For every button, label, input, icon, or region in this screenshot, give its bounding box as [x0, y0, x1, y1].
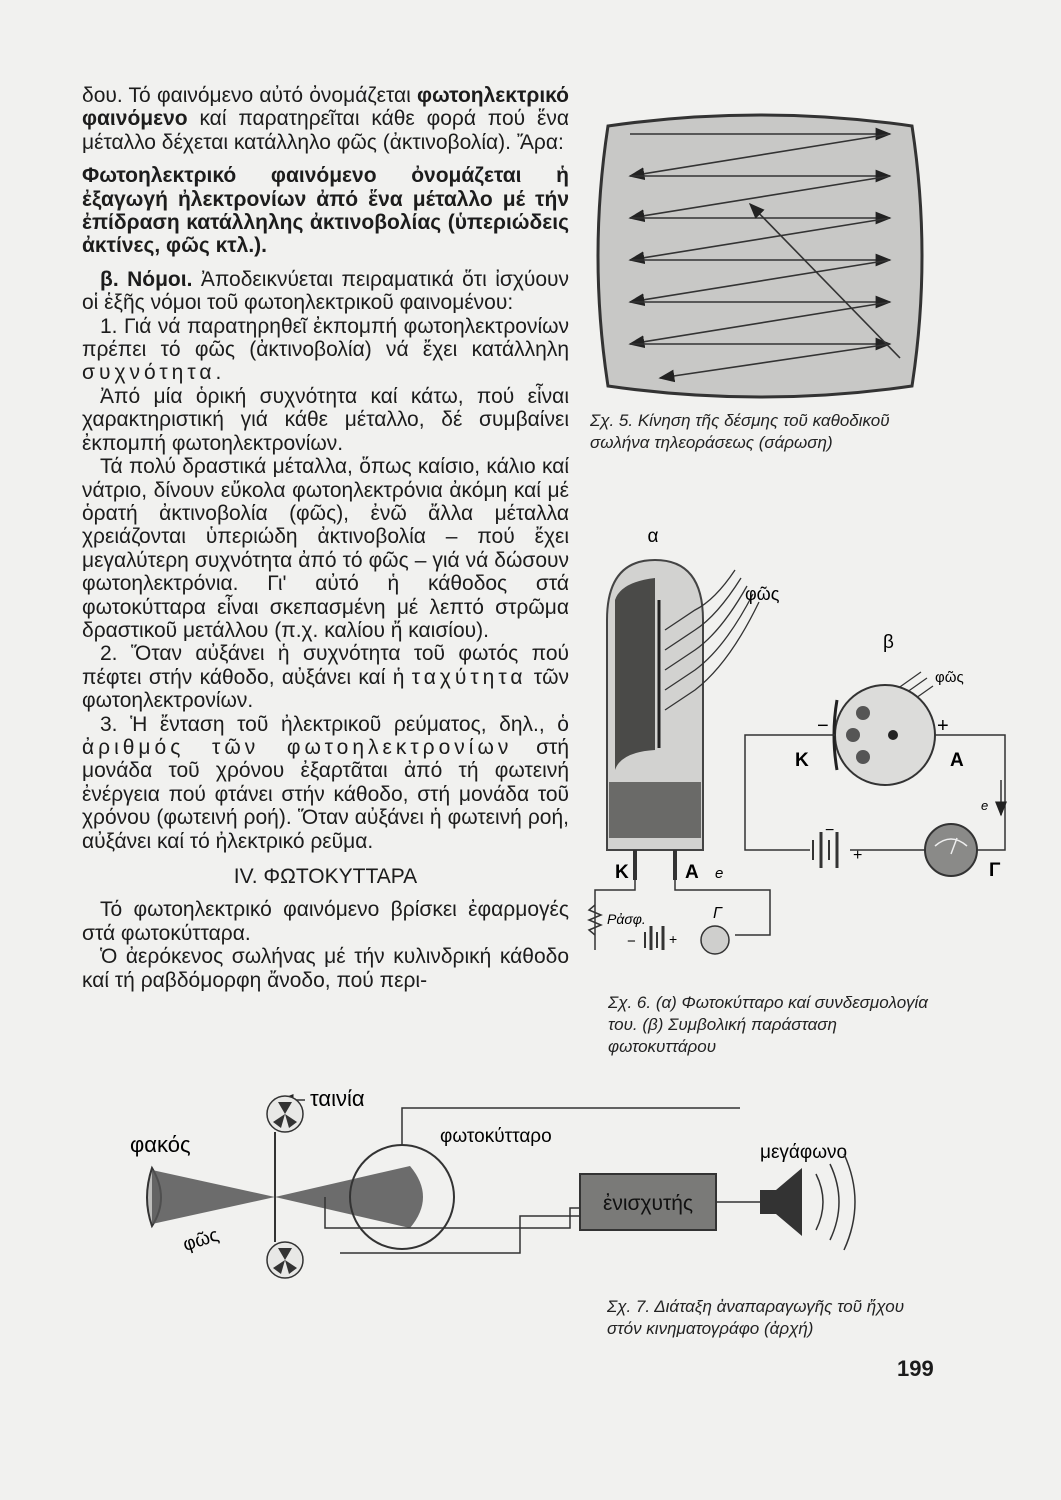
page-number: 199 [897, 1356, 934, 1381]
electron-label-a: e [715, 865, 724, 882]
battery-minus-a: − [627, 933, 636, 950]
amplifier-label: ἐνισχυτής [602, 1192, 694, 1215]
figure-5-caption: Σχ. 5. Κίνηση τῆς δέσμης τοῦ καθοδικοῦ σωλήνα τηλεοράσεως (σάρωση) [590, 411, 890, 452]
label-A-a: Α [685, 862, 699, 883]
paragraph-photocells: Τό φωτοηλεκτρικό φαινόμενο βρίσκει ἐφαρμογές στά φωτοκύτταρα. [82, 898, 569, 945]
symbol-plus: + [937, 715, 949, 737]
paragraph-intro: δου. Τό φαινόμενο αὐτό ὀνομάζεται φωτοηλεκτρικό φαινόμενο καί παρατηρεῖται κάθε φορά πού ἕνα μέταλλο δέχεται κατάλληλο φῶς (ἀκτινοβολία). Ἄρα: [82, 84, 569, 154]
law-1: 1. Γιά νά παρατηρηθεῖ ἐκπομπή φωτοηλεκτρονίων πρέπει τό φῶς (ἀκτινοβολία) νά ἔχει κατάλληλη συχνότητα. [82, 314, 569, 385]
speaker-magnet [760, 1190, 776, 1214]
label-a: α [647, 526, 659, 547]
galvanometer-b [925, 824, 977, 876]
law-1-detail: Ἀπό μία ὁρική συχνότητα καί κάτω, πού εἶναι χαρακτηριστική γιά κάθε μέταλλο, δέ συμβαίνει ἐκπομπή φωτοηλεκτρονίων. [82, 384, 569, 455]
cathode-plate [615, 578, 655, 770]
speaker-cone [776, 1168, 802, 1236]
sound-waves [816, 1154, 855, 1250]
battery-plus-b: + [853, 847, 863, 864]
figure-6-caption: Σχ. 6. (α) Φωτοκύτταρο καί συνδεσμολογία του. (β) Συμβολική παράσταση φωτοκυττάρου [608, 993, 928, 1056]
light-label-a: φῶς [745, 584, 780, 604]
light-label-b: φῶς [935, 669, 964, 686]
law-1-metals: Τά πολύ δραστικά μέταλλα, ὅπως καίσιο, κάλιο καί νάτριο, δίνουν εὔκολα φωτοηλεκτρόνια ἀκόμη καί μέ ὁρατή ἀκτινοβολία (φῶς), ἐνῶ ἄλλα μέταλλα χρειάζονται ὑπεριώδη ἀκτινοβολία – πού ἔχει μεγαλύτερη συχνότητα ἀπό τό φῶς – γιά νά δώσουν φωτοηλεκτρόνια. Γι' αὐτό ἡ κάθοδος στά φωτοκύτταρα εἶναι σκεπασμένη μέ λεπτό στρῶμα δραστικοῦ μετάλλου (π.χ. καλίου ἤ καισίου). [82, 455, 569, 642]
definition-block: Φωτοηλεκτρικό φαινόμενο ὀνομάζεται ἡ ἐξαγωγή ἠλεκτρονίων ἀπό ἕνα μέταλλο μέ τήν ἐπίδραση κατάλληλης ἀκτινοβολίας (ὑπεριώδεις ἀκτίνες, φῶς κτλ.). [82, 164, 569, 258]
label-A-b: Α [950, 750, 964, 771]
paragraph-tube: Ὁ ἀερόκενος σωλήνας μέ τήν κυλινδρική κάθοδο καί τή ραβδόμορφη ἄνοδο, πού περι- [82, 945, 569, 992]
galvanometer-label-a: Γ [713, 905, 723, 922]
main-text-column [82, 84, 569, 992]
resistor-label: Ρἀσφ. [607, 911, 646, 927]
symbol-minus: − [817, 715, 829, 737]
figure-7-caption: Σχ. 7. Διάταξη ἀναπαραγωγῆς τοῦ ἤχου στόν κινηματογράφο (ἀρχή) [607, 1297, 905, 1338]
light-label: φῶς [180, 1224, 222, 1256]
label-b: β [883, 632, 894, 653]
figure-7-sound-diagram [130, 1078, 900, 1288]
film-label: ταινία [310, 1086, 365, 1111]
section-heading: IV. ΦΩΤΟΚΥΤΤΑΡΑ [233, 865, 418, 888]
battery-plus-a: + [669, 931, 678, 947]
figure-6-photocell-diagram [585, 520, 1015, 950]
galvanometer-label-b: Γ [989, 860, 1001, 881]
lens-label: φακός [130, 1132, 191, 1157]
label-K-a: Κ [615, 862, 629, 883]
law-2: 2. Ὅταν αὐξάνει ἡ συχνότητα τοῦ φωτός πού πέφτει στήν κάθοδο, αὐξάνει καί ἡ ταχύτητα τῶν φωτοηλεκτρονίων. [82, 642, 569, 713]
photocell-label: φωτοκύτταρο [440, 1126, 552, 1147]
paragraph-laws-intro: β. Νόμοι. Ἀποδεικνύεται πειραματικά ὅτι ἰσχύουν οἱ ἑξῆς νόμοι τοῦ φωτοηλεκτρικοῦ φαινομένου: [82, 267, 569, 315]
laws-label: β. Νόμοι. [100, 267, 193, 291]
electron-label-b: e [981, 798, 989, 813]
battery-minus-b: − [825, 822, 835, 839]
figure-5-scan-diagram [590, 108, 930, 404]
galvanometer-a [701, 926, 729, 954]
speaker-label: μεγάφωνο [760, 1142, 848, 1163]
light-beam-left [152, 1170, 275, 1224]
tube-base [609, 782, 701, 838]
law-3: 3. Ἡ ἔνταση τοῦ ἠλεκτρικοῦ ρεύματος, δηλ., ὁ ἀριθμός τῶν φωτοηλεκτρονίων στή μονάδα τοῦ χρόνου ἐξαρτᾶται ἀπό τή φωτεινή ἐνέργεια πού φτάνει στήν κάθοδο, στή μονάδα τοῦ χρόνου (φωτεινή ροή). Ὅταν αὐξάνει ἡ φωτεινή ροή, αὐξάνει καί τό ἠλεκτρικό ρεῦμα. [82, 712, 569, 853]
term-photoelectric: φωτοηλεκτρικό φαινόμενο [82, 84, 569, 131]
tv-screen [598, 115, 922, 397]
label-K-b: Κ [795, 750, 809, 771]
